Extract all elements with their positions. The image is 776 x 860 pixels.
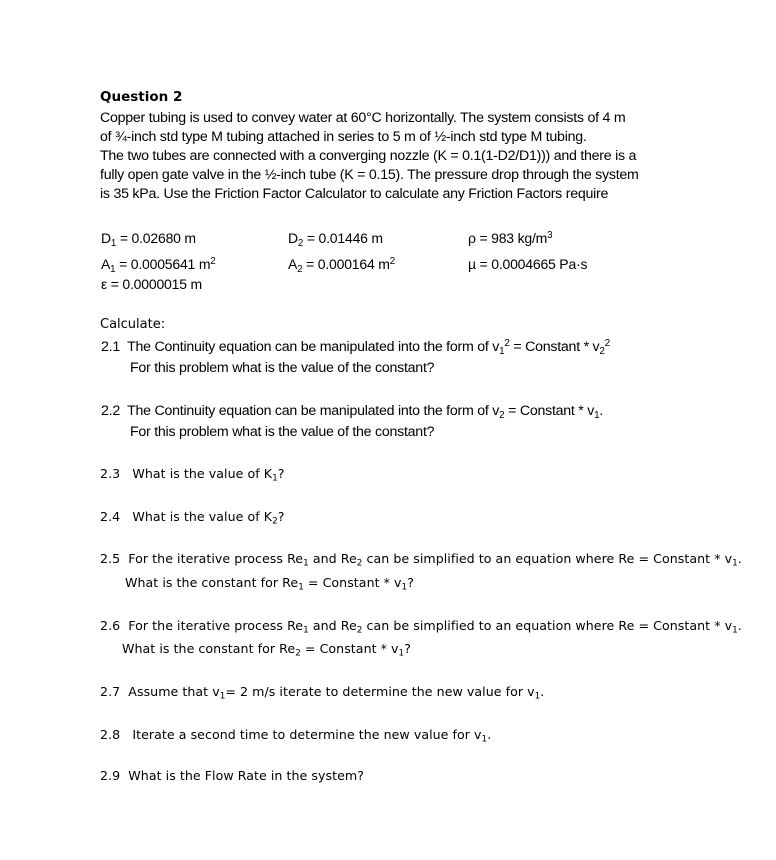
intro-line-2: of ¾-inch std type M tubing attached in series to 5 m of ½-inch std type M tubing.: [100, 129, 587, 145]
intro-line-4: fully open gate valve in the ½-inch tube (K = 0.15). The pressure drop through the system: [100, 167, 639, 183]
intro-line-1: Copper tubing is used to convey water at 60°C horizontally. The system consists of 4 m: [100, 110, 626, 126]
question-2-7: 2.7 Assume that $v_1= 2$ m/s iterate to determine the new value for $v_1$.: [100, 684, 545, 702]
question-2-6: 2.6 For the iterative process $Re_1$ and $Re_2$ can be simplified to an equation where Re = Constant * $v_1$.: [100, 618, 742, 636]
given-mu: µ = 0.0004665 Pa·s: [468, 256, 588, 272]
intro-line-5: is 35 kPa. Use the Friction Factor Calculator to calculate any Friction Factors require: [100, 186, 609, 202]
question-title: Question 2: [100, 89, 183, 105]
question-2-1-line2: For this problem what is the value of the constant?: [130, 360, 435, 376]
question-2-6-line2: What is the constant for $Re_2$ = Constant * $v_1$?: [122, 641, 411, 659]
question-2-5: 2.5 For the iterative process $Re_1$ and $Re_2$ can be simplified to an equation where Re = Constant * $v_1$.: [100, 551, 742, 569]
question-2-1: 2.1 The Continuity equation can be manipulated into the form of $v_1^2$ = Constant * $v_2^2$: [101, 338, 610, 357]
intro-line-3: The two tubes are connected with a converging nozzle (K = 0.1(1-D2/D1))) and there is a: [100, 148, 637, 164]
question-2-9: 2.9 What is the Flow Rate in the system?: [100, 768, 364, 783]
given-d2: $D_2 = 0.01446$ m: [288, 230, 383, 249]
given-d1: $D_1 = 0.02680$ m: [101, 230, 196, 249]
given-rho: ρ = 983 $kg/m^3$: [468, 230, 553, 246]
question-2-4: 2.4 What is the value of $K_2$?: [100, 509, 285, 527]
question-2-2: 2.2 The Continuity equation can be manipulated into the form of $v_2$ = Constant * $v_1$.: [101, 403, 604, 421]
calculate-label: Calculate:: [100, 317, 166, 332]
given-epsilon: ε = 0.0000015 m: [101, 276, 202, 292]
given-a2: $A_2 = 0.000164$ $m^2$: [288, 256, 395, 275]
question-2-2-line2: For this problem what is the value of the constant?: [130, 424, 435, 440]
question-2-8: 2.8 Iterate a second time to determine the new value for $v_1$.: [100, 727, 492, 745]
question-2-5-line2: What is the constant for $Re_1$ = Constant * $v_1$?: [125, 575, 414, 593]
question-2-3: 2.3 What is the value of $K_1$?: [100, 466, 285, 484]
given-a1: $A_1 = 0.0005641$ $m^2$: [101, 256, 216, 275]
